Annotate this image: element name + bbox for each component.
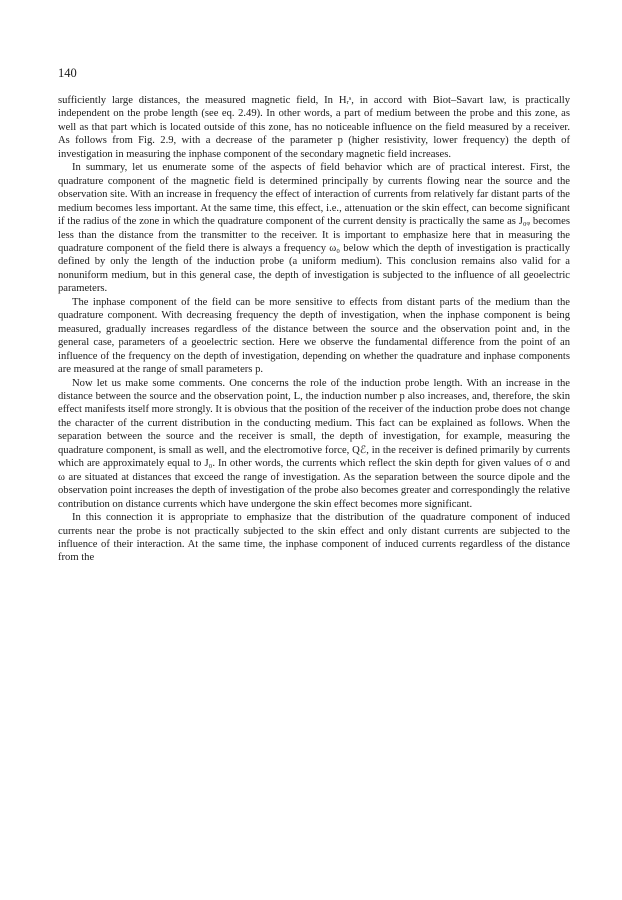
paragraph-3: The inphase component of the field can be more sensitive to effects from distant parts of the medium than the quadrature component. With decreasing frequency the depth of investigation, when the inphase component is being measured, gradually increases regardless of the distance between the source and the observation point and, in the general case, parameters of a geoelectric section. Here we observe the fundamental difference from the point of an influence of the frequency on the depth of investigation, depending on whether the quadrature and inphase components are measured at the range of small parameters p. bbox=[58, 296, 570, 376]
body-text bbox=[58, 94, 570, 565]
paragraph-4: Now let us make some comments. One concerns the role of the induction probe length. With an increase in the distance between the source and the observation point, L, the induction number p also increases, and, therefore, the skin effect manifests itself more strongly. It is obvious that the position of the receiver of the induction probe does not change the character of the current distribution in the conducting medium. This fact can be explained as follows. When the separation between the source and the receiver is small, the depth of investigation, for example, measuring the quadrature component, is small as well, and the electromotive force, Qℰ, in the receiver is defined primarily by currents which are approximately equal to J₀. In other words, the currents which reflect the skin depth for given values of σ and ω are situated at distances that exceed the range of investigation. As the separation between the source dipole and the observation point increases the depth of investigation of the probe also becomes greater and correspondingly the relative contribution on distance currents which have undergone the skin effect becomes more significant. bbox=[58, 377, 570, 510]
paragraph-5: In this connection it is appropriate to emphasize that the distribution of the quadrature component of induced currents near the probe is not practically subjected to the skin effect and only distant currents are subjected to the influence of their interaction. At the same time, the inphase component of induced currents regardless of the distance from the bbox=[58, 512, 570, 564]
paragraph-2: In summary, let us enumerate some of the aspects of field behavior which are of practical interest. First, the quadrature component of the magnetic field is determined principally by currents flowing near the source and the observation site. With an increase in frequency the effect of interaction of currents from relatively far distant parts of the medium becomes less important. At the same time, this effect, i.e., attenuation or the skin effect, can become significant if the radius of the zone in which the quadrature component of the current density is practically the same as J₀ᵩ becomes less than the distance from the transmitter to the receiver. It is important to emphasize here that in measuring the quadrature component of the field there is always a frequency ω₀ below which the depth of investigation is practically defined by only the length of the induction probe (a uniform medium). This conclusion remains also valid for a nonuniform medium, but in this general case, the depth of investigation is subjected to the influence of all geoelectric parameters. bbox=[58, 162, 570, 295]
paragraph-1: sufficiently large distances, the measured magnetic field, In Hᵣˢ, in accord with Biot–Savart law, is practically independent on the probe length (see eq. 2.49). In other words, a part of medium between the probe and this zone, as well as that part which is located outside of this zone, has no noticeable influence on the field measured by a receiver. As follows from Fig. 2.9, with a decrease of the parameter p (higher resistivity, lower frequency) the depth of investigation in measuring the inphase component of the secondary magnetic field increases. bbox=[58, 95, 570, 160]
page-number: 140 bbox=[58, 66, 77, 80]
